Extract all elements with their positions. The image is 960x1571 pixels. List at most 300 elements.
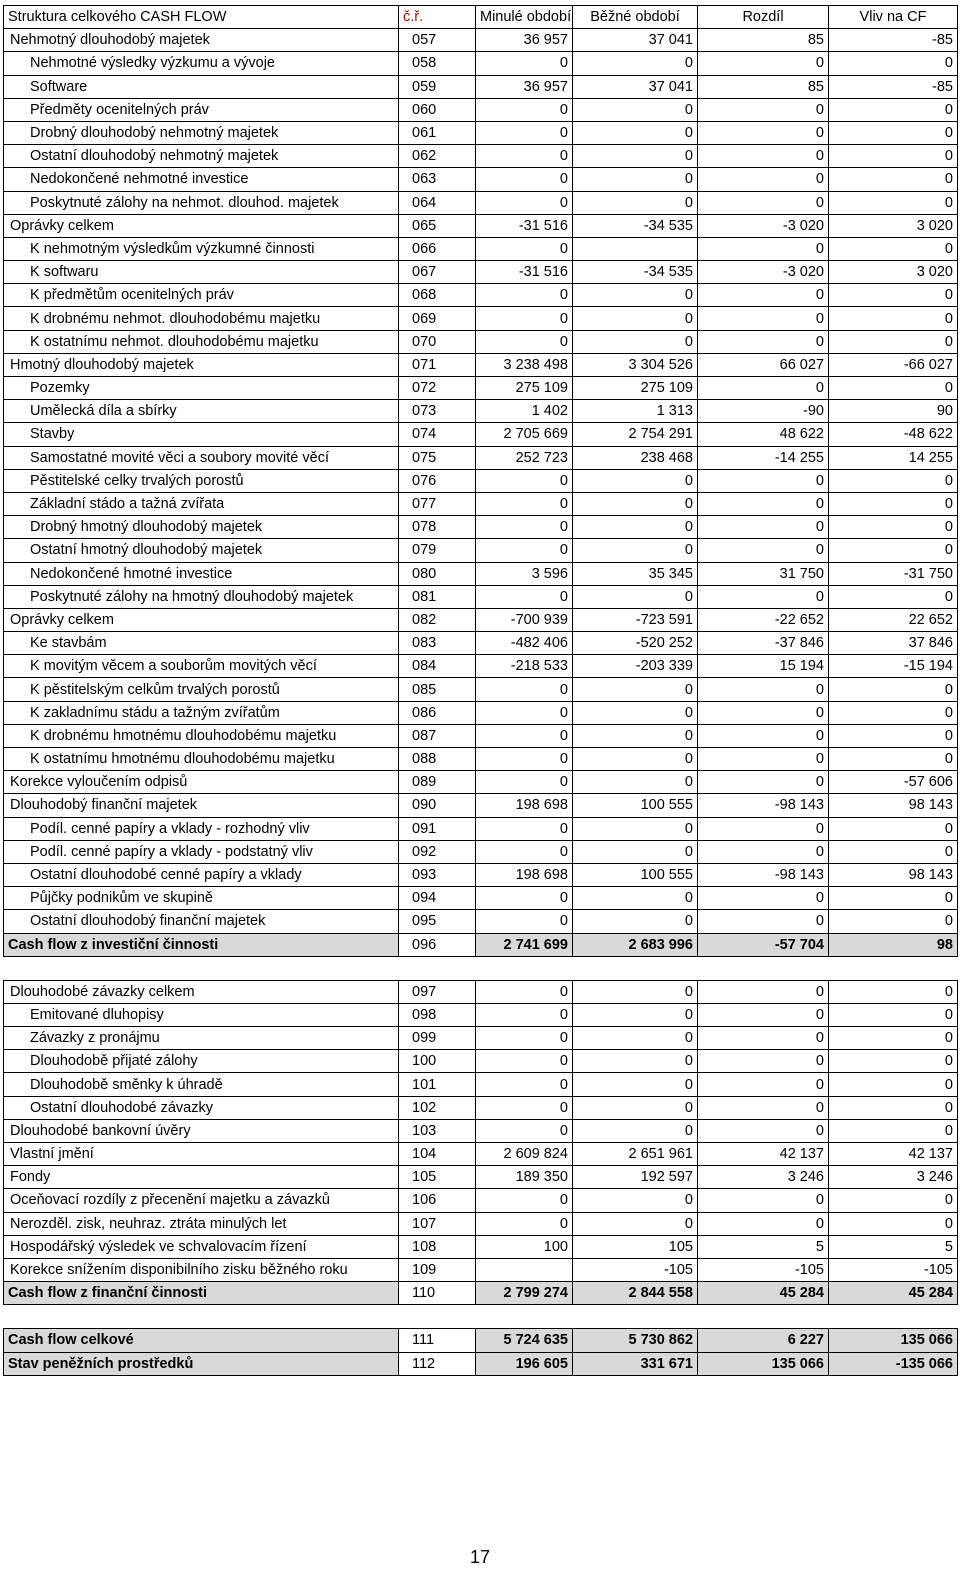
cf-impact-value: 0 [829, 1003, 958, 1026]
row-label: Dlouhodobý finanční majetek [4, 794, 399, 817]
previous-period-value: -482 406 [476, 632, 573, 655]
row-number: 091 [399, 817, 476, 840]
previous-period-value: 0 [476, 516, 573, 539]
previous-period-value: 36 957 [476, 75, 573, 98]
row-number: 057 [399, 29, 476, 52]
difference-value: -98 143 [698, 863, 829, 886]
row-number: 069 [399, 307, 476, 330]
spacer-cell [4, 956, 958, 980]
row-number: 102 [399, 1096, 476, 1119]
previous-period-value: 0 [476, 307, 573, 330]
current-period-value: 0 [573, 1212, 698, 1235]
current-period-value: 2 651 961 [573, 1143, 698, 1166]
row-number: 085 [399, 678, 476, 701]
difference-value: 0 [698, 980, 829, 1003]
row-number: 097 [399, 980, 476, 1003]
table-row [4, 98, 958, 121]
table-row [4, 887, 958, 910]
previous-period-value: 0 [476, 1027, 573, 1050]
row-label: Drobný dlouhodobý nehmotný majetek [4, 121, 399, 144]
current-period-value: 0 [573, 1189, 698, 1212]
cash-flow-table [3, 5, 958, 1376]
row-number: 075 [399, 446, 476, 469]
table-row [4, 377, 958, 400]
difference-value: 0 [698, 1027, 829, 1050]
current-period-value: 0 [573, 1027, 698, 1050]
difference-value: 0 [698, 771, 829, 794]
row-label: Nehmotný dlouhodobý majetek [4, 29, 399, 52]
difference-value: 66 027 [698, 353, 829, 376]
table-row [4, 1027, 958, 1050]
row-number: 107 [399, 1212, 476, 1235]
current-period-value: 275 109 [573, 377, 698, 400]
row-label: Stavby [4, 423, 399, 446]
row-label: Oceňovací rozdíly z přecenění majetku a závazků [4, 1189, 399, 1212]
cf-impact-value: 0 [829, 817, 958, 840]
previous-period-value: 0 [476, 748, 573, 771]
difference-value: 42 137 [698, 1143, 829, 1166]
current-period-value: 0 [573, 98, 698, 121]
previous-period-value: 1 402 [476, 400, 573, 423]
difference-value: 85 [698, 75, 829, 98]
previous-period-value: 0 [476, 330, 573, 353]
cf-impact-value: 0 [829, 284, 958, 307]
header-current-period: Běžné období [573, 6, 698, 29]
table-row [4, 353, 958, 376]
table-row [4, 423, 958, 446]
previous-period-value: 36 957 [476, 29, 573, 52]
difference-value: 0 [698, 1119, 829, 1142]
row-number: 089 [399, 771, 476, 794]
current-period-value: 105 [573, 1235, 698, 1258]
table-row [4, 539, 958, 562]
row-label: Dlouhodobé bankovní úvěry [4, 1119, 399, 1142]
row-number: 082 [399, 608, 476, 631]
row-number: 101 [399, 1073, 476, 1096]
row-number: 099 [399, 1027, 476, 1050]
current-period-value: 0 [573, 701, 698, 724]
cf-impact-value: 98 143 [829, 863, 958, 886]
row-label: K drobnému nehmot. dlouhodobému majetku [4, 307, 399, 330]
previous-period-value: 0 [476, 817, 573, 840]
previous-period-value: 100 [476, 1235, 573, 1258]
cf-impact-value: 0 [829, 237, 958, 260]
cf-impact-value: -85 [829, 75, 958, 98]
previous-period-value: 0 [476, 1212, 573, 1235]
row-label: Půjčky podnikům ve skupině [4, 887, 399, 910]
cf-impact-value: 0 [829, 330, 958, 353]
difference-value: 15 194 [698, 655, 829, 678]
table-row [4, 585, 958, 608]
difference-value: 0 [698, 237, 829, 260]
current-period-value: 0 [573, 771, 698, 794]
table-row [4, 75, 958, 98]
row-number: 087 [399, 724, 476, 747]
table-row [4, 1050, 958, 1073]
row-number: 061 [399, 121, 476, 144]
table-row [4, 1258, 958, 1281]
current-period-value: 0 [573, 492, 698, 515]
cf-impact-value: 0 [829, 678, 958, 701]
row-number: 062 [399, 145, 476, 168]
previous-period-value: 2 799 274 [476, 1282, 573, 1305]
table-row [4, 562, 958, 585]
difference-value: 0 [698, 469, 829, 492]
cf-impact-value: 0 [829, 1119, 958, 1142]
table-row [4, 1235, 958, 1258]
current-period-value: 0 [573, 724, 698, 747]
table-row [4, 701, 958, 724]
previous-period-value: 0 [476, 121, 573, 144]
previous-period-value: 0 [476, 1119, 573, 1142]
difference-value: 0 [698, 1050, 829, 1073]
cf-impact-value: 0 [829, 701, 958, 724]
row-label: Ostatní dlouhodobý nehmotný majetek [4, 145, 399, 168]
row-number: 093 [399, 863, 476, 886]
table-row [4, 910, 958, 933]
table-row [4, 1143, 958, 1166]
difference-value: 0 [698, 145, 829, 168]
total-row [4, 1352, 958, 1375]
current-period-value: -34 535 [573, 261, 698, 284]
previous-period-value: 3 238 498 [476, 353, 573, 376]
cf-impact-value: -66 027 [829, 353, 958, 376]
table-row [4, 678, 958, 701]
cf-impact-value: 135 066 [829, 1329, 958, 1352]
row-label: Závazky z pronájmu [4, 1027, 399, 1050]
row-number: 077 [399, 492, 476, 515]
row-label: Cash flow z finanční činnosti [4, 1282, 399, 1305]
difference-value: -90 [698, 400, 829, 423]
cf-impact-value: 14 255 [829, 446, 958, 469]
table-row [4, 1073, 958, 1096]
table-row [4, 608, 958, 631]
previous-period-value: 0 [476, 1073, 573, 1096]
row-label: Hospodářský výsledek ve schvalovacím řízení [4, 1235, 399, 1258]
row-label: Nedokončené hmotné investice [4, 562, 399, 585]
row-number: 076 [399, 469, 476, 492]
row-label: Ostatní dlouhodobé závazky [4, 1096, 399, 1119]
header-row-number: č.ř. [399, 6, 476, 29]
current-period-value: -723 591 [573, 608, 698, 631]
row-label: Nehmotné výsledky výzkumu a vývoje [4, 52, 399, 75]
current-period-value: 2 844 558 [573, 1282, 698, 1305]
difference-value: -3 020 [698, 261, 829, 284]
header-row [4, 6, 958, 29]
row-label: Oprávky celkem [4, 214, 399, 237]
previous-period-value: 5 724 635 [476, 1329, 573, 1352]
spacer-cell [4, 1305, 958, 1329]
table-row [4, 446, 958, 469]
header-cf-impact: Vliv na CF [829, 6, 958, 29]
row-label: K ostatnímu hmotnému dlouhodobému majetku [4, 748, 399, 771]
row-label: K zakladnímu stádu a tažným zvířatům [4, 701, 399, 724]
previous-period-value: 0 [476, 887, 573, 910]
difference-value: 0 [698, 701, 829, 724]
current-period-value: 0 [573, 1050, 698, 1073]
cf-impact-value: -57 606 [829, 771, 958, 794]
current-period-value: 0 [573, 121, 698, 144]
row-label: K předmětům ocenitelných práv [4, 284, 399, 307]
row-number: 066 [399, 237, 476, 260]
table-body [4, 29, 958, 1376]
cf-impact-value: 90 [829, 400, 958, 423]
difference-value: -37 846 [698, 632, 829, 655]
row-label: Poskytnuté zálohy na hmotný dlouhodobý majetek [4, 585, 399, 608]
table-row [4, 817, 958, 840]
row-label: Ostatní dlouhodobý finanční majetek [4, 910, 399, 933]
row-number: 081 [399, 585, 476, 608]
table-row [4, 724, 958, 747]
previous-period-value: 196 605 [476, 1352, 573, 1375]
difference-value: 5 [698, 1235, 829, 1258]
table-row [4, 748, 958, 771]
previous-period-value: 0 [476, 910, 573, 933]
row-number: 072 [399, 377, 476, 400]
cf-impact-value: 0 [829, 191, 958, 214]
row-label: Oprávky celkem [4, 608, 399, 631]
difference-value: -98 143 [698, 794, 829, 817]
current-period-value: 0 [573, 910, 698, 933]
spacer-row [4, 956, 958, 980]
previous-period-value: 2 741 699 [476, 933, 573, 956]
row-label: K drobnému hmotnému dlouhodobému majetku [4, 724, 399, 747]
table-row [4, 771, 958, 794]
previous-period-value [476, 1258, 573, 1281]
row-label: K ostatnímu nehmot. dlouhodobému majetku [4, 330, 399, 353]
difference-value: 0 [698, 284, 829, 307]
row-number: 105 [399, 1166, 476, 1189]
previous-period-value: 275 109 [476, 377, 573, 400]
previous-period-value: 0 [476, 191, 573, 214]
current-period-value: 0 [573, 748, 698, 771]
table-row [4, 1096, 958, 1119]
previous-period-value: 0 [476, 1189, 573, 1212]
cf-impact-value: 0 [829, 307, 958, 330]
row-number: 109 [399, 1258, 476, 1281]
row-label: Ostatní hmotný dlouhodobý majetek [4, 539, 399, 562]
row-label: Vlastní jmění [4, 1143, 399, 1166]
row-number: 063 [399, 168, 476, 191]
current-period-value: 0 [573, 469, 698, 492]
cf-impact-value: 0 [829, 492, 958, 515]
cf-impact-value: 0 [829, 887, 958, 910]
table-row [4, 794, 958, 817]
table-row [4, 330, 958, 353]
row-label: Korekce vyloučením odpisů [4, 771, 399, 794]
row-number: 095 [399, 910, 476, 933]
cf-impact-value: -85 [829, 29, 958, 52]
row-label: Ostatní dlouhodobé cenné papíry a vklady [4, 863, 399, 886]
cf-impact-value: -48 622 [829, 423, 958, 446]
current-period-value: 1 313 [573, 400, 698, 423]
current-period-value: 0 [573, 539, 698, 562]
table-row [4, 840, 958, 863]
current-period-value: -34 535 [573, 214, 698, 237]
table-row [4, 492, 958, 515]
row-number: 079 [399, 539, 476, 562]
table-row [4, 52, 958, 75]
cf-impact-value: -15 194 [829, 655, 958, 678]
table-row [4, 469, 958, 492]
previous-period-value: 0 [476, 1050, 573, 1073]
difference-value: 0 [698, 1073, 829, 1096]
difference-value: 0 [698, 724, 829, 747]
row-label: Korekce snížením disponibilního zisku běžného roku [4, 1258, 399, 1281]
row-label: Podíl. cenné papíry a vklady - podstatný vliv [4, 840, 399, 863]
table-row [4, 307, 958, 330]
current-period-value: 0 [573, 191, 698, 214]
current-period-value: 3 304 526 [573, 353, 698, 376]
previous-period-value: 198 698 [476, 794, 573, 817]
current-period-value: 0 [573, 1119, 698, 1142]
difference-value: 0 [698, 817, 829, 840]
current-period-value: 0 [573, 817, 698, 840]
difference-value: 3 246 [698, 1166, 829, 1189]
current-period-value: 0 [573, 1073, 698, 1096]
row-label: Dlouhodobé závazky celkem [4, 980, 399, 1003]
row-label: K pěstitelským celkům trvalých porostů [4, 678, 399, 701]
table-row [4, 1212, 958, 1235]
previous-period-value: 0 [476, 771, 573, 794]
difference-value: 85 [698, 29, 829, 52]
current-period-value: -520 252 [573, 632, 698, 655]
row-number: 094 [399, 887, 476, 910]
cf-impact-value: 0 [829, 1073, 958, 1096]
cf-impact-value: 3 246 [829, 1166, 958, 1189]
previous-period-value: 189 350 [476, 1166, 573, 1189]
page-number: 17 [469, 1547, 491, 1567]
current-period-value: 0 [573, 678, 698, 701]
row-label: K softwaru [4, 261, 399, 284]
difference-value: 0 [698, 330, 829, 353]
table-row [4, 980, 958, 1003]
row-label: Dlouhodobě směnky k úhradě [4, 1073, 399, 1096]
previous-period-value: -31 516 [476, 261, 573, 284]
row-label: Emitované dluhopisy [4, 1003, 399, 1026]
row-label: Poskytnuté zálohy na nehmot. dlouhod. majetek [4, 191, 399, 214]
cf-impact-value: 0 [829, 539, 958, 562]
cf-impact-value: 0 [829, 748, 958, 771]
cf-impact-value: 98 [829, 933, 958, 956]
previous-period-value: 0 [476, 98, 573, 121]
cf-impact-value: 0 [829, 469, 958, 492]
current-period-value: 2 754 291 [573, 423, 698, 446]
row-label: Předměty ocenitelných práv [4, 98, 399, 121]
previous-period-value: 0 [476, 284, 573, 307]
cf-impact-value: 42 137 [829, 1143, 958, 1166]
row-number: 083 [399, 632, 476, 655]
header-difference: Rozdíl [698, 6, 829, 29]
row-number: 058 [399, 52, 476, 75]
row-label: Ke stavbám [4, 632, 399, 655]
cf-impact-value: 0 [829, 98, 958, 121]
cf-impact-value: 0 [829, 1189, 958, 1212]
difference-value: -22 652 [698, 608, 829, 631]
header-title: Struktura celkového CASH FLOW [4, 6, 399, 29]
row-label: Hmotný dlouhodobý majetek [4, 353, 399, 376]
previous-period-value: -218 533 [476, 655, 573, 678]
row-number: 078 [399, 516, 476, 539]
previous-period-value: -31 516 [476, 214, 573, 237]
row-number: 103 [399, 1119, 476, 1142]
row-number: 071 [399, 353, 476, 376]
cf-impact-value: 0 [829, 52, 958, 75]
table-row [4, 29, 958, 52]
difference-value: 31 750 [698, 562, 829, 585]
difference-value: -57 704 [698, 933, 829, 956]
difference-value: 0 [698, 307, 829, 330]
row-number: 064 [399, 191, 476, 214]
row-label: Pozemky [4, 377, 399, 400]
cf-impact-value: 0 [829, 724, 958, 747]
difference-value: 0 [698, 377, 829, 400]
previous-period-value: 0 [476, 585, 573, 608]
row-number: 104 [399, 1143, 476, 1166]
cf-impact-value: 0 [829, 516, 958, 539]
row-number: 110 [399, 1282, 476, 1305]
current-period-value: 0 [573, 52, 698, 75]
previous-period-value: 0 [476, 980, 573, 1003]
previous-period-value: 252 723 [476, 446, 573, 469]
row-number: 106 [399, 1189, 476, 1212]
difference-value: 0 [698, 191, 829, 214]
table-row [4, 863, 958, 886]
row-number: 100 [399, 1050, 476, 1073]
cf-impact-value: 0 [829, 121, 958, 144]
cf-impact-value: 0 [829, 910, 958, 933]
difference-value: 0 [698, 887, 829, 910]
row-label: Nedokončené nehmotné investice [4, 168, 399, 191]
row-number: 080 [399, 562, 476, 585]
difference-value: 0 [698, 1212, 829, 1235]
previous-period-value: 0 [476, 469, 573, 492]
row-label: Samostatné movité věci a soubory movité věcí [4, 446, 399, 469]
current-period-value: 2 683 996 [573, 933, 698, 956]
difference-value: -3 020 [698, 214, 829, 237]
row-label: Drobný hmotný dlouhodobý majetek [4, 516, 399, 539]
cf-impact-value: -105 [829, 1258, 958, 1281]
previous-period-value: 0 [476, 237, 573, 260]
table-row [4, 214, 958, 237]
row-number: 112 [399, 1352, 476, 1375]
previous-period-value: 0 [476, 701, 573, 724]
current-period-value: -105 [573, 1258, 698, 1281]
difference-value: 0 [698, 1096, 829, 1119]
previous-period-value: 0 [476, 539, 573, 562]
difference-value: 0 [698, 910, 829, 933]
row-label: Základní stádo a tažná zvířata [4, 492, 399, 515]
current-period-value: 0 [573, 1003, 698, 1026]
row-number: 092 [399, 840, 476, 863]
row-number: 074 [399, 423, 476, 446]
previous-period-value: 3 596 [476, 562, 573, 585]
row-number: 070 [399, 330, 476, 353]
current-period-value: -203 339 [573, 655, 698, 678]
previous-period-value: 0 [476, 145, 573, 168]
previous-period-value: 0 [476, 168, 573, 191]
difference-value: 0 [698, 1003, 829, 1026]
spacer-row [4, 1305, 958, 1329]
previous-period-value: 0 [476, 678, 573, 701]
difference-value: -14 255 [698, 446, 829, 469]
current-period-value: 100 555 [573, 863, 698, 886]
row-number: 088 [399, 748, 476, 771]
current-period-value: 0 [573, 887, 698, 910]
total-row [4, 933, 958, 956]
current-period-value: 0 [573, 840, 698, 863]
current-period-value: 331 671 [573, 1352, 698, 1375]
